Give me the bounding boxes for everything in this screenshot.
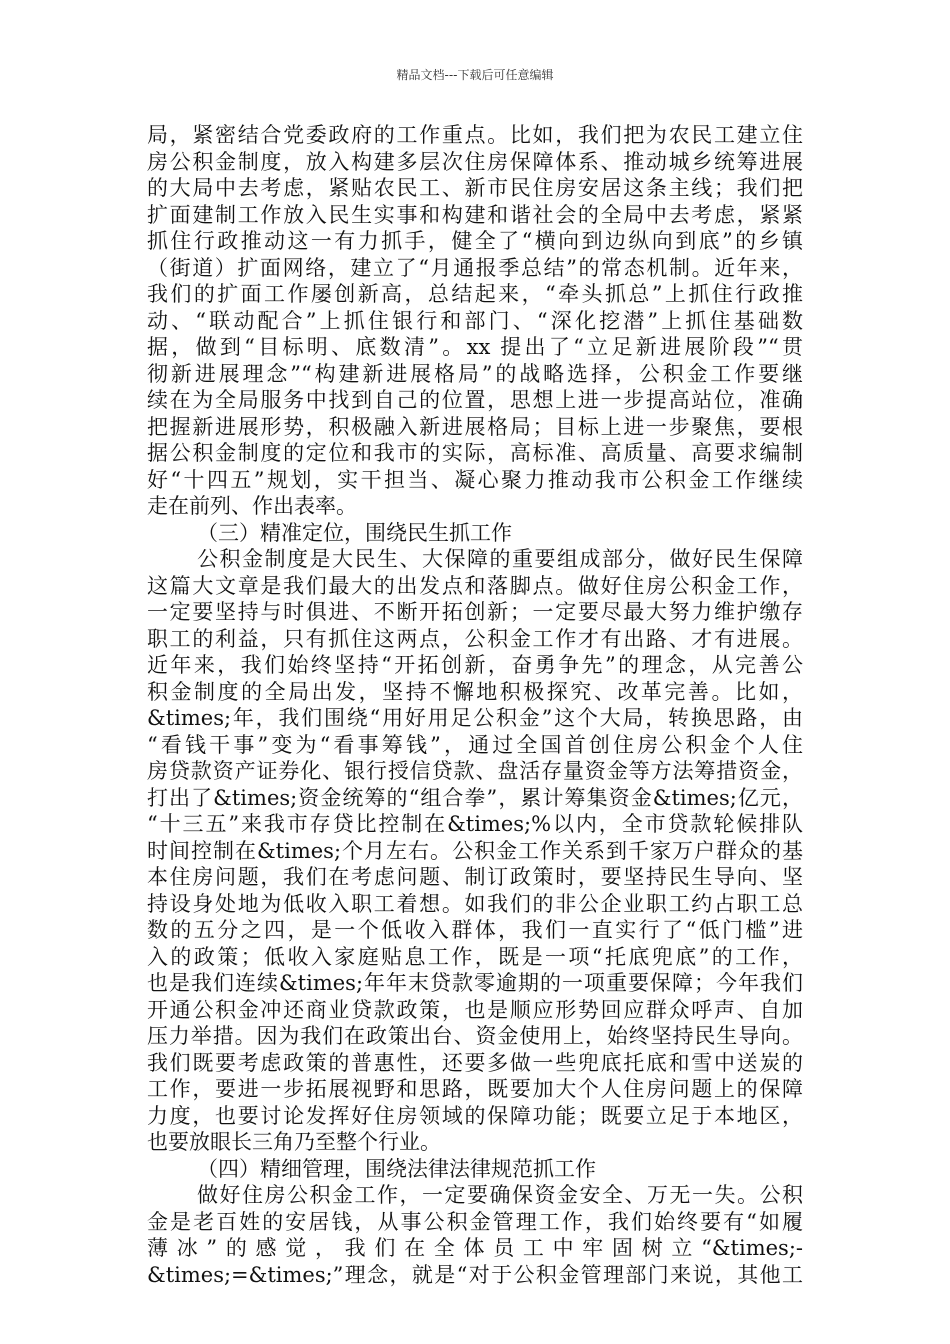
text-line: （四）精细管理，围绕法律法律规范抓工作 bbox=[197, 1156, 596, 1181]
text-line: 金是老百姓的安居钱，从事公积金管理工作，我们始终要有“如履 bbox=[147, 1209, 803, 1234]
text-line: 力度，也要讨论发挥好住房领域的保障功能；既要立足于本地区， bbox=[147, 1103, 803, 1128]
text-line: 薄冰”的感觉，我们在全体员工中牢固树立“&times;- bbox=[147, 1236, 803, 1260]
text-line: 走在前列、作出表率。 bbox=[147, 494, 357, 518]
text-line: 也是我们连续&times;年年末贷款零逾期的一项重要保障；今年我们 bbox=[147, 971, 803, 995]
text-line: 数的五分之四，是一个低收入群体，我们一直实行了“低门槛”进 bbox=[147, 918, 803, 942]
text-line: 我们既要考虑政策的普惠性，还要多做一些兜底托底和雪中送炭的 bbox=[147, 1050, 803, 1075]
text-line: 房贷款资产证券化、银行授信贷款、盘活存量资金等方法筹措资金， bbox=[147, 759, 803, 783]
text-line: “看钱干事”变为“看事筹钱”，通过全国首创住房公积金个人住 bbox=[147, 732, 803, 757]
text-line: &times;=&times;”理念，就是“对于公积金管理部门来说，其他工 bbox=[147, 1262, 803, 1287]
page-header: 精品文档---下载后可任意编辑 bbox=[396, 68, 554, 82]
text-line: 局，紧密结合党委政府的工作重点。比如，我们把为农民工建立住 bbox=[147, 123, 803, 147]
text-line: 的大局中去考虑，紧贴农民工、新市民住房安居这条主线；我们把 bbox=[147, 176, 803, 200]
text-line: 工作，要进一步拓展视野和思路，既要加大个人住房问题上的保障 bbox=[147, 1077, 803, 1101]
text-line: &times;年，我们围绕“用好用足公积金”这个大局，转换思路，由 bbox=[147, 706, 803, 730]
text-line: 时间控制在&times;个月左右。公积金工作关系到千家万户群众的基 bbox=[147, 838, 803, 863]
text-line: 近年来，我们始终坚持“开拓创新，奋勇争先”的理念，从完善公 bbox=[147, 653, 803, 677]
text-line: 积金制度的全局出发，坚持不懈地积极探究、改革完善。比如， bbox=[147, 679, 803, 704]
text-line: 也要放眼长三角乃至整个行业。 bbox=[147, 1130, 441, 1154]
text-line: 这篇大文章是我们最大的出发点和落脚点。做好住房公积金工作， bbox=[147, 573, 803, 598]
text-line: 公积金制度是大民生、大保障的重要组成部分，做好民生保障 bbox=[197, 547, 803, 571]
text-line: 本住房问题，我们在考虑问题、制订政策时，要坚持民生导向、坚 bbox=[147, 865, 803, 889]
text-line: 我们的扩面工作屡创新高，总结起来，“牵头抓总”上抓住行政推 bbox=[147, 282, 803, 306]
text-line: 打出了&times;资金统筹的“组合拳”，累计筹集资金&times;亿元， bbox=[147, 785, 803, 810]
text-line: 据，做到“目标明、底数清”。xx 提出了“立足新进展阶段”“贯 bbox=[147, 335, 803, 359]
text-line: 压力举措。因为我们在政策出台、资金使用上，始终坚持民生导向。 bbox=[147, 1024, 803, 1048]
text-line: 好“十四五”规划，实干担当、凝心聚力推动我市公积金工作继续 bbox=[147, 467, 803, 492]
text-line: 据公积金制度的定位和我市的实际，高标准、高质量、高要求编制 bbox=[147, 441, 803, 465]
text-line: 做好住房公积金工作，一定要确保资金安全、万无一失。公积 bbox=[197, 1183, 803, 1207]
text-line: 职工的利益，只有抓住这两点，公积金工作才有出路、才有进展。 bbox=[147, 626, 803, 651]
text-line: 扩面建制工作放入民生实事和构建和谐社会的全局中去考虑，紧紧 bbox=[147, 202, 803, 227]
text-line: 一定要坚持与时俱进、不断开拓创新；一定要尽最大努力维护缴存 bbox=[147, 600, 803, 624]
text-line: 入的政策；低收入家庭贴息工作，既是一项“托底兜底”的工作， bbox=[147, 944, 803, 969]
text-line: 持设身处地为低收入职工着想。如我们的非公企业职工约占职工总 bbox=[147, 891, 803, 916]
text-line: 彻新进展理念”“构建新进展格局”的战略选择，公积金工作要继 bbox=[147, 361, 803, 386]
document-body bbox=[147, 122, 803, 1288]
text-line: 抓住行政推动这一有力抓手，健全了“横向到边纵向到底”的乡镇 bbox=[147, 229, 803, 253]
text-line: 续在为全局服务中找到自己的位置，思想上进一步提高站位，准确 bbox=[147, 388, 803, 412]
text-line: 把握新进展形势，积极融入新进展格局；目标上进一步聚焦，要根 bbox=[147, 414, 803, 439]
text-line: 动、“联动配合”上抓住银行和部门、“深化挖潜”上抓住基础数 bbox=[147, 308, 803, 333]
text-line: （三）精准定位，围绕民生抓工作 bbox=[197, 520, 512, 545]
text-line: （街道）扩面网络，建立了“月通报季总结”的常态机制。近年来， bbox=[147, 255, 803, 280]
text-line: “十三五”来我市存贷比控制在&times;%以内，全市贷款轮候排队 bbox=[147, 812, 803, 836]
text-line: 房公积金制度，放入构建多层次住房保障体系、推动城乡统筹进展 bbox=[147, 149, 803, 174]
text-line: 开通公积金冲还商业贷款政策，也是顺应形势回应群众呼声、自加 bbox=[147, 997, 803, 1022]
